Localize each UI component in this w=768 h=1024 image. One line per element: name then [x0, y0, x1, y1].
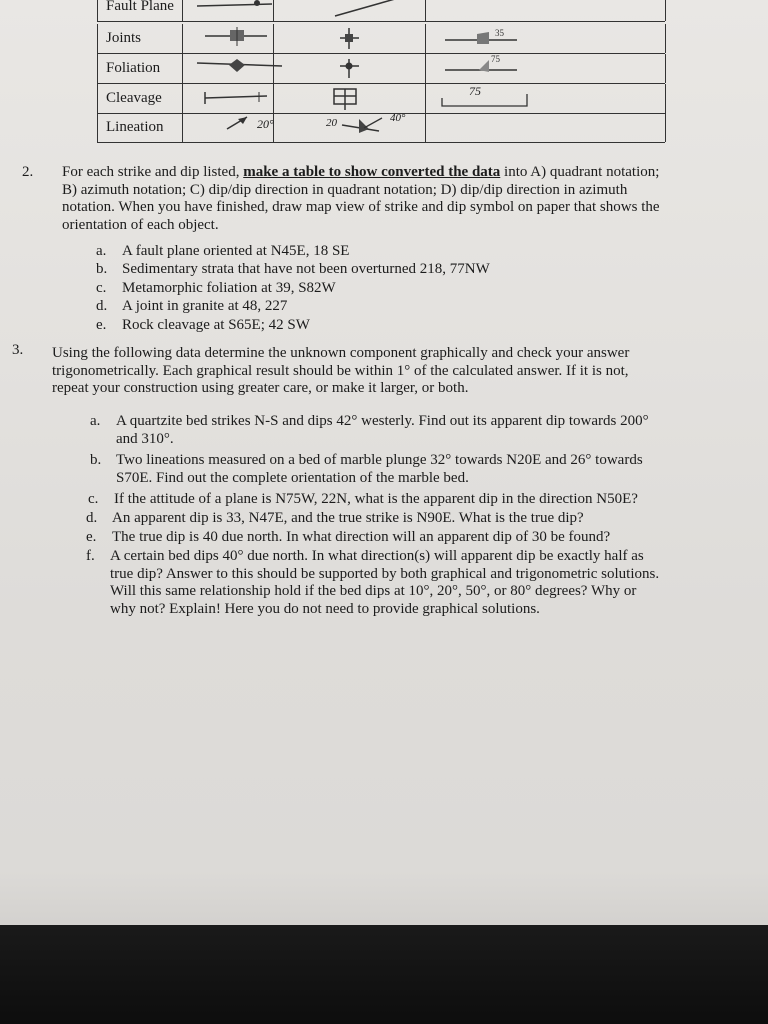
intro-line: orientation of each object.: [62, 216, 219, 233]
question-number: 2.: [22, 164, 34, 180]
foliation-symbols: [97, 54, 665, 83]
intro-line: trigonometrically. Each graphical result should be within 1° of the calculated answer. If it is not,: [52, 362, 629, 379]
cleavage-dip-annotation: 75: [469, 84, 481, 98]
table-row: [97, 54, 665, 84]
lineation-annotation-right: 40°: [390, 112, 406, 124]
question-number: 3.: [12, 342, 24, 358]
emphasis-text: make a table to show converted the data: [243, 164, 501, 180]
row-label: Foliation: [97, 54, 183, 83]
question-2-intro: [62, 164, 742, 234]
table-row: [97, 84, 665, 114]
table-row: [97, 24, 665, 54]
row-label: Joints: [97, 24, 183, 53]
desk-background: [0, 925, 768, 1024]
intro-line: For each strike and dip listed, make a table to show converted the data into A) quadrant notation;: [62, 164, 660, 180]
row-label: Lineation: [97, 113, 183, 142]
intro-line: notation. When you have finished, draw map view of strike and dip symbol on paper that shows the: [62, 199, 660, 215]
joint-symbols: [97, 24, 665, 53]
svg-text:35: 35: [495, 28, 504, 38]
question-3-intro: [52, 345, 742, 398]
table-row: [97, 0, 665, 22]
lineation-plunge-annotation: 20°: [257, 117, 274, 131]
table-row: [97, 113, 665, 143]
svg-text:75: 75: [491, 54, 500, 64]
lineation-annotation-left: 20: [326, 117, 337, 129]
cleavage-symbols: [97, 84, 665, 113]
fault-plane-symbols: [97, 0, 665, 21]
intro-line: Using the following data determine the unknown component graphically and check your answer: [52, 345, 630, 361]
symbol-table: [97, 0, 665, 141]
lineation-symbols: [97, 113, 665, 142]
row-label: Fault Plane: [97, 0, 183, 21]
intro-line: repeat your construction using greater care, or make it larger, or both.: [52, 380, 469, 396]
intro-line: B) azimuth notation; C) dip/dip direction in quadrant notation; D) dip/dip direction in azimuth: [62, 181, 628, 198]
row-label: Cleavage: [97, 84, 183, 113]
